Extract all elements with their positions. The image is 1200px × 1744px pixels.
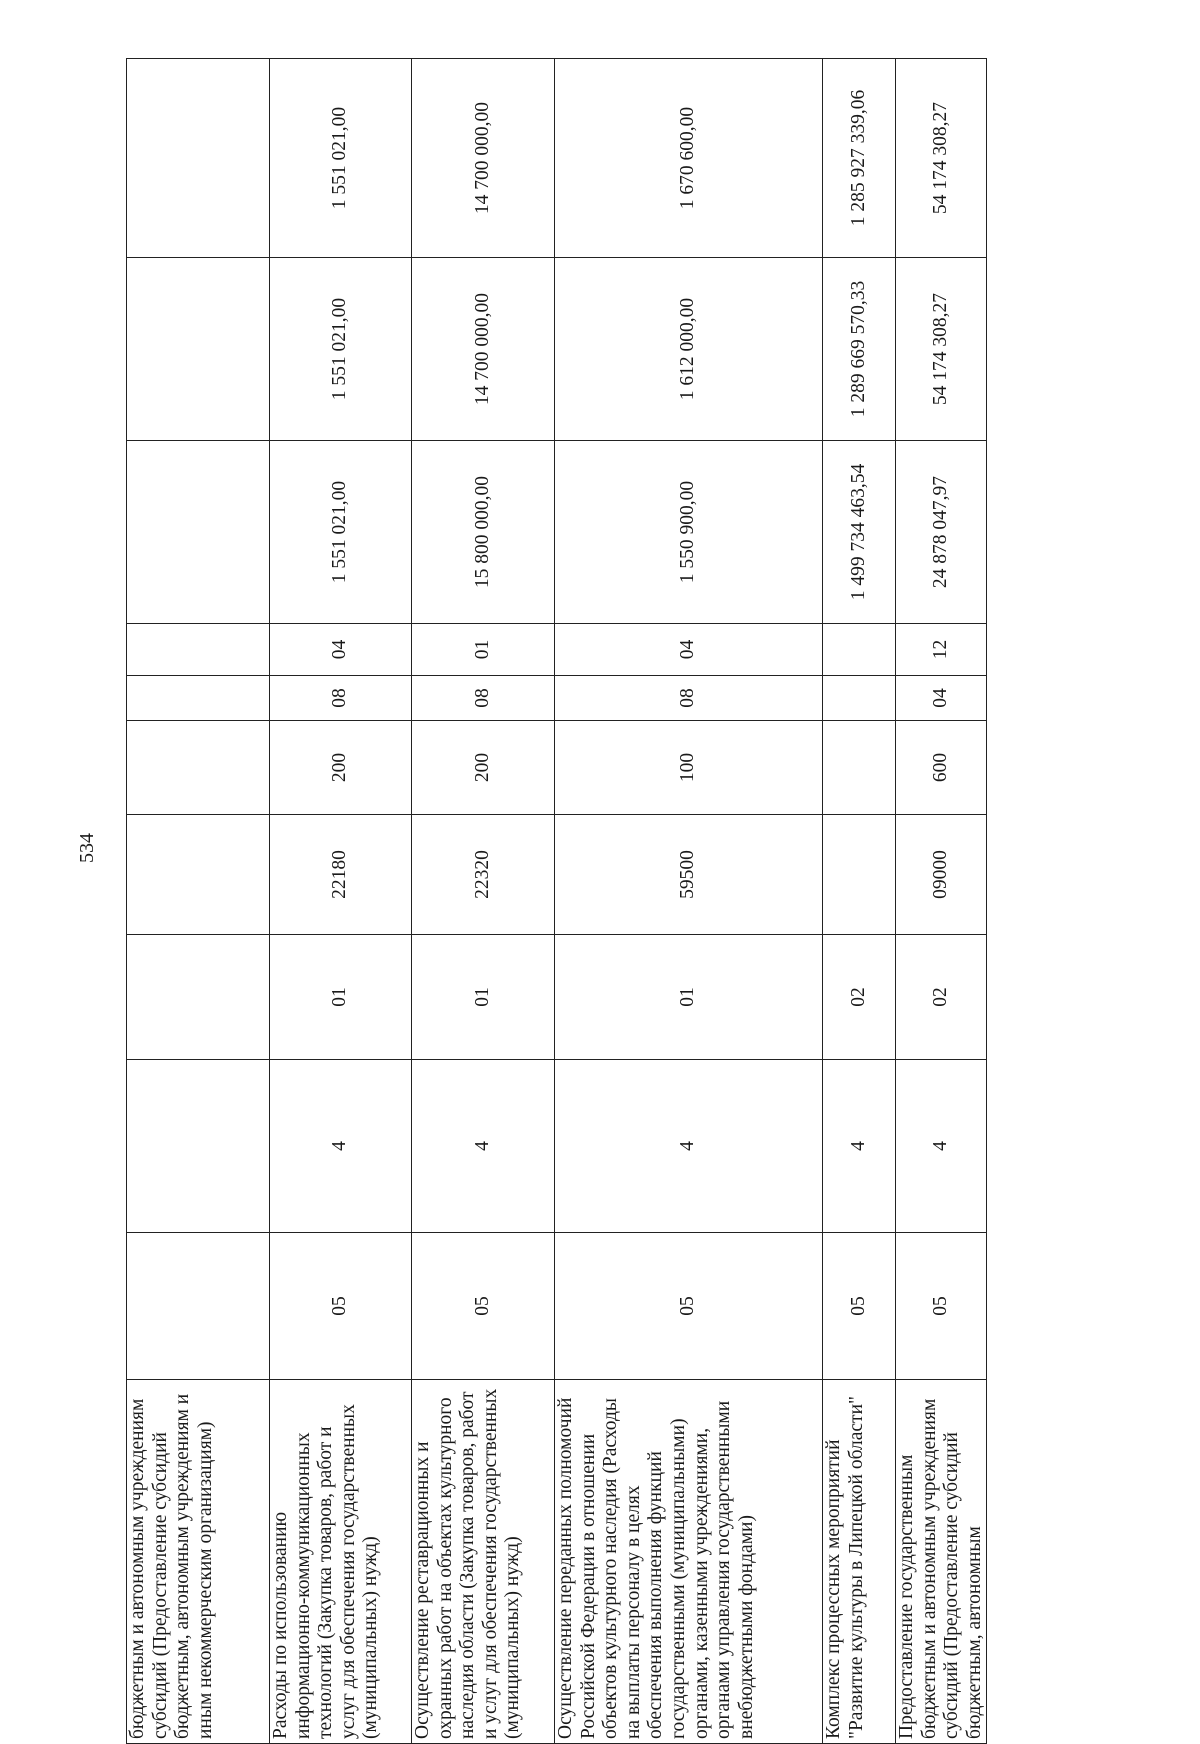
cell-amount-2024: 1 550 900,00 — [555, 441, 823, 624]
cell-amount-2026: 1 551 021,00 — [270, 59, 412, 258]
cell-rz: 08 — [555, 676, 823, 721]
cell-rz: 08 — [412, 676, 555, 721]
cell-amount-2026: 1 285 927 339,06 — [823, 59, 896, 258]
cell-amount-2024: 1 551 021,00 — [270, 441, 412, 624]
cell-expense-type — [127, 721, 270, 815]
cell-amount-2026 — [127, 59, 270, 258]
cell-prz: 12 — [896, 624, 987, 676]
cell-expense-type: 100 — [555, 721, 823, 815]
row-description: Осуществление переданных полномочий Российской Федерации в отношении объектов культурного наследия (Расходы на выплаты персоналу в целях обеспечения выполнения функций государственными (муниципальными) органами, казенными учреждениями, органами управления государственными внебюджетными фондами) — [555, 1380, 823, 1744]
cell-program: 4 — [555, 1060, 823, 1233]
cell-amount-2025: 54 174 308,27 — [896, 258, 987, 441]
cell-amount-2024: 24 878 047,97 — [896, 441, 987, 624]
cell-section: 05 — [896, 1233, 987, 1380]
cell-section — [127, 1233, 270, 1380]
row-description: Комплекс процессных мероприятий "Развитие культуры в Липецкой области" — [823, 1380, 896, 1744]
cell-expense-type: 200 — [412, 721, 555, 815]
row-description: Расходы по использованию информационно-коммуникационных технологий (Закупка товаров, работ и услуг для обеспечения государственных (муниципальных) нужд) — [270, 1380, 412, 1744]
cell-subprogram: 01 — [555, 935, 823, 1060]
cell-subprogram: 02 — [896, 935, 987, 1060]
cell-subprogram: 02 — [823, 935, 896, 1060]
row-description: бюджетным и автономным учреждениям субсидий (Предоставление субсидий бюджетным, автономным учреждениям и иным некоммерческим организациям) — [127, 1380, 270, 1744]
table-row — [823, 59, 896, 1744]
table-row — [412, 59, 555, 1744]
table-row — [127, 59, 270, 1744]
cell-direction: 22320 — [412, 815, 555, 935]
page-number: 534 — [76, 833, 98, 863]
table-row — [555, 59, 823, 1744]
cell-amount-2024: 1 499 734 463,54 — [823, 441, 896, 624]
cell-subprogram: 01 — [412, 935, 555, 1060]
cell-program: 4 — [896, 1060, 987, 1233]
cell-rz — [127, 676, 270, 721]
cell-expense-type — [823, 721, 896, 815]
cell-amount-2026: 14 700 000,00 — [412, 59, 555, 258]
cell-direction: 59500 — [555, 815, 823, 935]
cell-amount-2024 — [127, 441, 270, 624]
cell-subprogram — [127, 935, 270, 1060]
row-description: Предоставление государственным бюджетным и автономным учреждениям субсидий (Предоставление субсидий бюджетным, автономным — [896, 1380, 987, 1744]
cell-rz: 04 — [896, 676, 987, 721]
cell-prz: 04 — [555, 624, 823, 676]
cell-expense-type: 600 — [896, 721, 987, 815]
cell-prz: 04 — [270, 624, 412, 676]
cell-direction: 09000 — [896, 815, 987, 935]
cell-section: 05 — [555, 1233, 823, 1380]
table-row — [896, 59, 987, 1744]
cell-amount-2025 — [127, 258, 270, 441]
budget-table — [126, 58, 987, 1744]
cell-amount-2025: 1 289 669 570,33 — [823, 258, 896, 441]
row-description: Осуществление реставрационных и охранных работ на объектах культурного наследия области (Закупка товаров, работ и услуг для обеспечения государственных (муниципальных) нужд) — [412, 1380, 555, 1744]
cell-amount-2024: 15 800 000,00 — [412, 441, 555, 624]
rotated-table-container — [126, 59, 985, 1744]
cell-amount-2025: 14 700 000,00 — [412, 258, 555, 441]
cell-program: 4 — [823, 1060, 896, 1233]
cell-amount-2025: 1 612 000,00 — [555, 258, 823, 441]
cell-section: 05 — [412, 1233, 555, 1380]
cell-program: 4 — [270, 1060, 412, 1233]
cell-prz — [823, 624, 896, 676]
table-row — [270, 59, 412, 1744]
cell-rz — [823, 676, 896, 721]
cell-prz — [127, 624, 270, 676]
cell-amount-2026: 1 670 600,00 — [555, 59, 823, 258]
cell-amount-2026: 54 174 308,27 — [896, 59, 987, 258]
cell-direction: 22180 — [270, 815, 412, 935]
cell-program: 4 — [412, 1060, 555, 1233]
cell-direction — [127, 815, 270, 935]
cell-section: 05 — [270, 1233, 412, 1380]
cell-expense-type: 200 — [270, 721, 412, 815]
cell-subprogram: 01 — [270, 935, 412, 1060]
cell-program — [127, 1060, 270, 1233]
cell-rz: 08 — [270, 676, 412, 721]
cell-section: 05 — [823, 1233, 896, 1380]
cell-prz: 01 — [412, 624, 555, 676]
cell-direction — [823, 815, 896, 935]
cell-amount-2025: 1 551 021,00 — [270, 258, 412, 441]
